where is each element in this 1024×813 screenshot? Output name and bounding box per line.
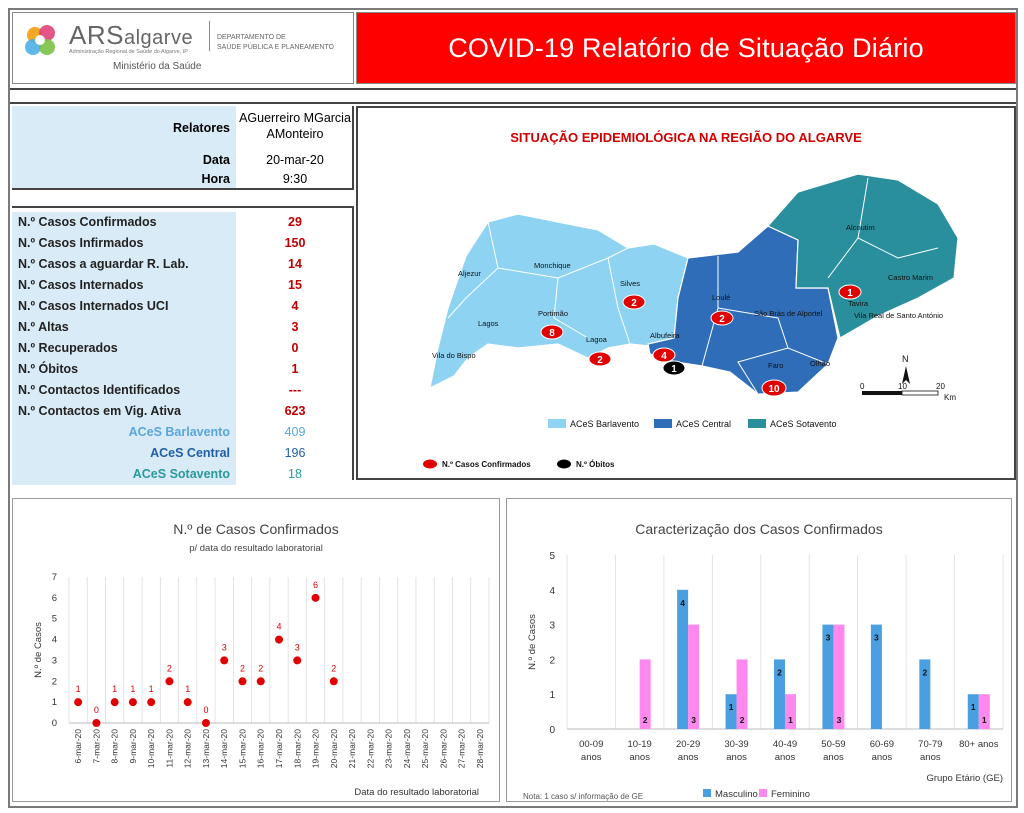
- data-label: 2: [239, 663, 245, 674]
- aces-row: [12, 464, 352, 485]
- legend-label: ACeS Barlavento: [570, 419, 640, 429]
- x-tick-label: 10-mar-20: [146, 729, 157, 769]
- data-point: [293, 656, 301, 664]
- legend-swatch: [759, 789, 767, 797]
- x-tick-label: 27-mar-20: [456, 729, 467, 769]
- legend-label: N.º Casos Confirmados: [442, 460, 531, 469]
- data-label: 1: [148, 684, 154, 695]
- map-panel: [356, 106, 1016, 480]
- legend-case-icon: [423, 460, 437, 469]
- aces-row: [12, 443, 352, 464]
- stat-label: N.º Casos Confirmados: [12, 212, 236, 233]
- y-tick-label: 0: [549, 725, 555, 736]
- label-loule: Loulé: [712, 293, 731, 302]
- data-point: [92, 719, 100, 727]
- label-albufeira: Albufeira: [650, 331, 680, 340]
- y-tick-label: 6: [51, 592, 57, 604]
- stat-value: 3: [291, 320, 299, 334]
- y-tick-label: 0: [51, 718, 57, 729]
- x-tick-label: 9-mar-20: [127, 729, 138, 764]
- chart-title: Caracterização dos Casos Confirmados: [635, 521, 883, 537]
- stat-value: 4: [291, 299, 299, 313]
- stat-row: [12, 359, 352, 380]
- report-info-panel: [12, 106, 354, 190]
- y-tick-label: 2: [51, 676, 57, 688]
- stat-value: 1: [291, 362, 299, 376]
- north-label: N: [902, 354, 909, 364]
- x-tick-label: 10-19: [627, 739, 652, 750]
- data-label: Data: [12, 150, 236, 170]
- legend-swatch: [654, 419, 672, 428]
- x-tick-label: 15-mar-20: [237, 729, 248, 769]
- aces-sotavento-label: ACeS Sotavento: [12, 464, 236, 485]
- bar-data-label: 3: [691, 715, 696, 725]
- aces-row: [12, 422, 352, 443]
- x-axis-label: Data do resultado laboratorial: [354, 787, 479, 798]
- brand-tagline: Administração Regional de Saúde do Algarve, IP: [69, 49, 188, 55]
- x-tick-label: 7-mar-20: [91, 729, 102, 764]
- stat-value: 623: [284, 404, 306, 418]
- stat-label: N.º Recuperados: [12, 338, 236, 359]
- legend-death-icon: [557, 460, 571, 469]
- x-tick-label: anos: [726, 752, 747, 763]
- y-tick-label: 3: [51, 655, 57, 667]
- data-label: 4: [276, 621, 282, 632]
- label-olhao: Olhão: [810, 359, 831, 368]
- x-tick-label: 25-mar-20: [420, 729, 431, 769]
- brand-name-left: ARS: [69, 20, 124, 50]
- stat-row: [12, 212, 352, 233]
- ars-logo-icon: [21, 21, 65, 61]
- case-marker-label: 8: [549, 328, 555, 339]
- x-axis-label: Grupo Etário (GE): [926, 773, 1003, 784]
- label-castro-marim: Castro Marim: [888, 273, 934, 282]
- stat-label: N.º Casos Internados UCI: [12, 296, 236, 317]
- y-tick-label: 7: [51, 572, 57, 583]
- stat-label: N.º Casos Infirmados: [12, 233, 236, 254]
- x-tick-label: anos: [677, 752, 699, 763]
- scale-label: Km: [944, 393, 956, 402]
- y-tick-label: 3: [549, 620, 555, 632]
- x-tick-label: 12-mar-20: [182, 729, 193, 769]
- data-label: 6: [313, 579, 319, 590]
- bar-data-label: 3: [836, 715, 842, 725]
- stat-row: [12, 380, 352, 401]
- legend-swatch: [748, 419, 766, 428]
- map-title: SITUAÇÃO EPIDEMIOLÓGICA NA REGIÃO DO ALGARVE: [510, 130, 862, 145]
- stat-value: ---: [288, 383, 302, 397]
- x-tick-label: anos: [871, 752, 893, 763]
- aces-central-label: ACeS Central: [12, 443, 236, 464]
- scale-label: 20: [936, 382, 945, 391]
- bar-data-label: 1: [728, 702, 734, 713]
- label-faro: Faro: [768, 361, 784, 370]
- stat-row: [12, 233, 352, 254]
- x-tick-label: 19-mar-20: [310, 729, 321, 769]
- aces-barlavento-value: 409: [284, 425, 306, 439]
- case-marker-label: 4: [661, 351, 667, 362]
- chart-note: Nota: 1 caso s/ informação de GE: [523, 792, 644, 801]
- department-name: [217, 33, 334, 53]
- data-point: [275, 636, 283, 644]
- x-tick-label: 18-mar-20: [292, 729, 303, 769]
- scale-label: 0: [860, 382, 865, 391]
- y-tick-label: 2: [549, 655, 555, 667]
- legend-label: Feminino: [771, 789, 811, 800]
- stat-value: 29: [288, 215, 302, 229]
- x-tick-label: 11-mar-20: [164, 729, 175, 768]
- data-point: [129, 698, 137, 706]
- data-point: [147, 698, 155, 706]
- legend-swatch: [548, 419, 566, 428]
- stat-row: [12, 401, 352, 422]
- y-tick-label: 4: [51, 634, 57, 646]
- label-sao-bras: São Brás de Alportel: [754, 309, 823, 318]
- aces-sotavento-value: 18: [288, 467, 302, 481]
- stat-label: N.º Contactos em Vig. Ativa: [12, 401, 236, 422]
- legend-label: ACeS Sotavento: [770, 419, 837, 429]
- x-tick-label: anos: [920, 752, 941, 763]
- label-aljezur: Aljezur: [458, 269, 481, 278]
- hora-label: Hora: [12, 170, 236, 188]
- bar-data-label: 2: [642, 715, 648, 725]
- data-point: [220, 656, 228, 664]
- stat-label: N.º Casos a aguardar R. Lab.: [12, 254, 236, 275]
- data-label: 0: [93, 705, 99, 715]
- page-title: COVID-19 Relatório de Situação Diário: [448, 32, 924, 63]
- label-vila-do-bispo: Vila do Bispo: [432, 351, 476, 360]
- x-tick-label: 00-09: [579, 739, 604, 750]
- north-arrow-icon: [902, 354, 910, 384]
- x-tick-label: anos: [580, 752, 602, 763]
- x-tick-label: 30-39: [724, 739, 749, 750]
- scale-bar: [860, 382, 956, 402]
- x-tick-label: 40-49: [772, 739, 798, 750]
- label-silves: Silves: [620, 279, 641, 288]
- bar-data-label: 3: [825, 632, 831, 643]
- label-portimao: Portimão: [538, 309, 569, 318]
- x-tick-label: 21-mar-20: [347, 729, 358, 769]
- y-tick-label: 5: [51, 613, 57, 625]
- report-title-banner: [356, 12, 1016, 84]
- label-lagos: Lagos: [478, 319, 499, 328]
- stat-row: [12, 338, 352, 359]
- bar-data-label: 1: [981, 715, 987, 725]
- legend-label: Masculino: [715, 789, 758, 800]
- case-marker-label: 2: [597, 355, 603, 366]
- y-tick-label: 1: [51, 697, 57, 709]
- brand-name-right: algarve: [123, 27, 194, 49]
- x-tick-label: 20-mar-20: [328, 729, 339, 769]
- stat-value: 0: [291, 341, 299, 355]
- stat-label: N.º Contactos Identificados: [12, 380, 236, 401]
- stat-row: [12, 275, 352, 296]
- bar: [688, 625, 699, 729]
- data-value: 20-mar-20: [266, 153, 324, 167]
- stat-label: N.º Óbitos: [12, 359, 236, 380]
- stat-row: [12, 296, 352, 317]
- case-marker-label: 1: [847, 288, 853, 299]
- data-label: 3: [294, 642, 300, 653]
- aces-barlavento-label: ACeS Barlavento: [12, 422, 236, 443]
- algarve-map: [358, 148, 1014, 478]
- department-line2: SAÚDE PÚBLICA E PLANEAMENTO: [217, 44, 334, 51]
- y-tick-label: 5: [549, 551, 555, 562]
- x-tick-label: 28-mar-20: [474, 729, 485, 769]
- data-label: 1: [185, 684, 191, 695]
- chart-title: N.º de Casos Confirmados: [173, 521, 339, 537]
- header-separator: [10, 88, 1016, 104]
- x-tick-label: 24-mar-20: [401, 729, 412, 769]
- age-gender-plot: [507, 499, 1011, 801]
- relatores-line1: AGuerreiro MGarcia: [239, 111, 351, 125]
- x-tick-label: anos: [774, 752, 796, 763]
- brand-name: [69, 21, 193, 52]
- region-barlavento: [430, 214, 688, 388]
- stats-panel: [12, 206, 354, 480]
- x-tick-label: 23-mar-20: [383, 729, 394, 769]
- data-point: [312, 594, 320, 602]
- label-lagoa: Lagoa: [586, 335, 607, 344]
- department-line1: DEPARTAMENTO DE: [217, 34, 286, 41]
- case-marker-label: 10: [768, 384, 780, 395]
- data-label: 3: [221, 642, 227, 653]
- y-tick-label: 1: [549, 690, 555, 702]
- x-tick-label: 60-69: [869, 739, 895, 750]
- bar-data-label: 2: [922, 667, 928, 678]
- bar-data-label: 4: [680, 597, 685, 608]
- y-axis-label: N.º de Casos: [527, 614, 538, 670]
- death-marker-label: 1: [671, 364, 677, 375]
- data-point: [238, 677, 246, 685]
- stat-row: [12, 254, 352, 275]
- data-point: [257, 677, 265, 685]
- marker-legend: [423, 460, 615, 470]
- relatores-label: Relatores: [12, 106, 236, 150]
- chart-subtitle: p/ data do resultado laboratorial: [189, 543, 323, 554]
- data-label: 2: [166, 663, 172, 674]
- x-tick-label: anos: [629, 752, 650, 763]
- x-tick-label: 6-mar-20: [73, 729, 84, 764]
- data-point: [184, 698, 192, 706]
- y-axis-label: N.º de Casos: [33, 622, 44, 678]
- case-marker-label: 2: [631, 298, 637, 309]
- data-label: 2: [331, 663, 337, 674]
- stat-row: [12, 317, 352, 338]
- legend-swatch: [703, 789, 711, 797]
- data-label: 1: [75, 684, 81, 695]
- x-tick-label: 80+ anos: [959, 739, 999, 750]
- daily-cases-chart: [12, 498, 500, 802]
- label-alcoutim: Alcoutim: [846, 223, 875, 232]
- x-tick-label: anos: [823, 752, 844, 763]
- data-point: [165, 677, 173, 685]
- data-point: [330, 677, 338, 685]
- region-legend: [548, 419, 837, 429]
- stat-label: N.º Altas: [12, 317, 236, 338]
- data-point: [74, 698, 82, 706]
- ministry-name: Ministério da Saúde: [113, 61, 202, 72]
- case-marker-label: 2: [719, 314, 725, 325]
- data-label: 0: [203, 705, 209, 715]
- stat-value: 15: [288, 278, 302, 292]
- stat-value: 150: [284, 236, 306, 250]
- stat-label: N.º Casos Internados: [12, 275, 236, 296]
- x-tick-label: 50-59: [821, 739, 846, 750]
- y-tick-label: 4: [549, 585, 555, 597]
- relatores-line2: AMonteiro: [266, 127, 324, 141]
- data-point: [111, 698, 119, 706]
- data-label: 1: [112, 684, 118, 695]
- logo-panel: [12, 12, 354, 84]
- bar-data-label: 2: [739, 715, 745, 725]
- aces-central-value: 196: [284, 446, 306, 460]
- data-point: [202, 719, 210, 727]
- scale-label: 10: [898, 382, 907, 391]
- data-label: 1: [130, 684, 136, 695]
- logo-divider: [209, 21, 210, 51]
- bar-data-label: 1: [970, 702, 976, 713]
- report-page: [8, 8, 1018, 808]
- label-vrsa: Vila Real de Santo António: [854, 311, 944, 320]
- label-monchique: Monchique: [534, 261, 571, 270]
- hora-value: 9:30: [282, 172, 308, 186]
- label-tavira: Tavira: [848, 299, 869, 308]
- x-tick-label: 16-mar-20: [255, 729, 266, 769]
- x-tick-label: 70-79: [918, 739, 943, 750]
- bar: [833, 625, 844, 729]
- bar: [677, 590, 688, 729]
- legend-label: ACeS Central: [676, 419, 732, 429]
- x-tick-label: 14-mar-20: [219, 729, 230, 769]
- relatores-value: [238, 110, 352, 142]
- x-tick-label: 22-mar-20: [365, 729, 376, 769]
- daily-cases-plot: [13, 499, 499, 801]
- x-tick-label: 17-mar-20: [274, 729, 284, 769]
- bar-data-label: 2: [777, 667, 782, 678]
- x-tick-label: 8-mar-20: [109, 729, 120, 764]
- x-tick-label: 13-mar-20: [200, 729, 211, 769]
- stat-value: 14: [288, 257, 302, 271]
- x-tick-label: 20-29: [675, 739, 701, 750]
- legend-label: N.º Óbitos: [576, 460, 615, 469]
- bar-data-label: 1: [788, 715, 793, 725]
- data-label: 2: [258, 663, 264, 674]
- x-tick-label: 26-mar-20: [438, 729, 449, 769]
- bar-data-label: 3: [874, 632, 879, 643]
- age-gender-chart: [506, 498, 1012, 802]
